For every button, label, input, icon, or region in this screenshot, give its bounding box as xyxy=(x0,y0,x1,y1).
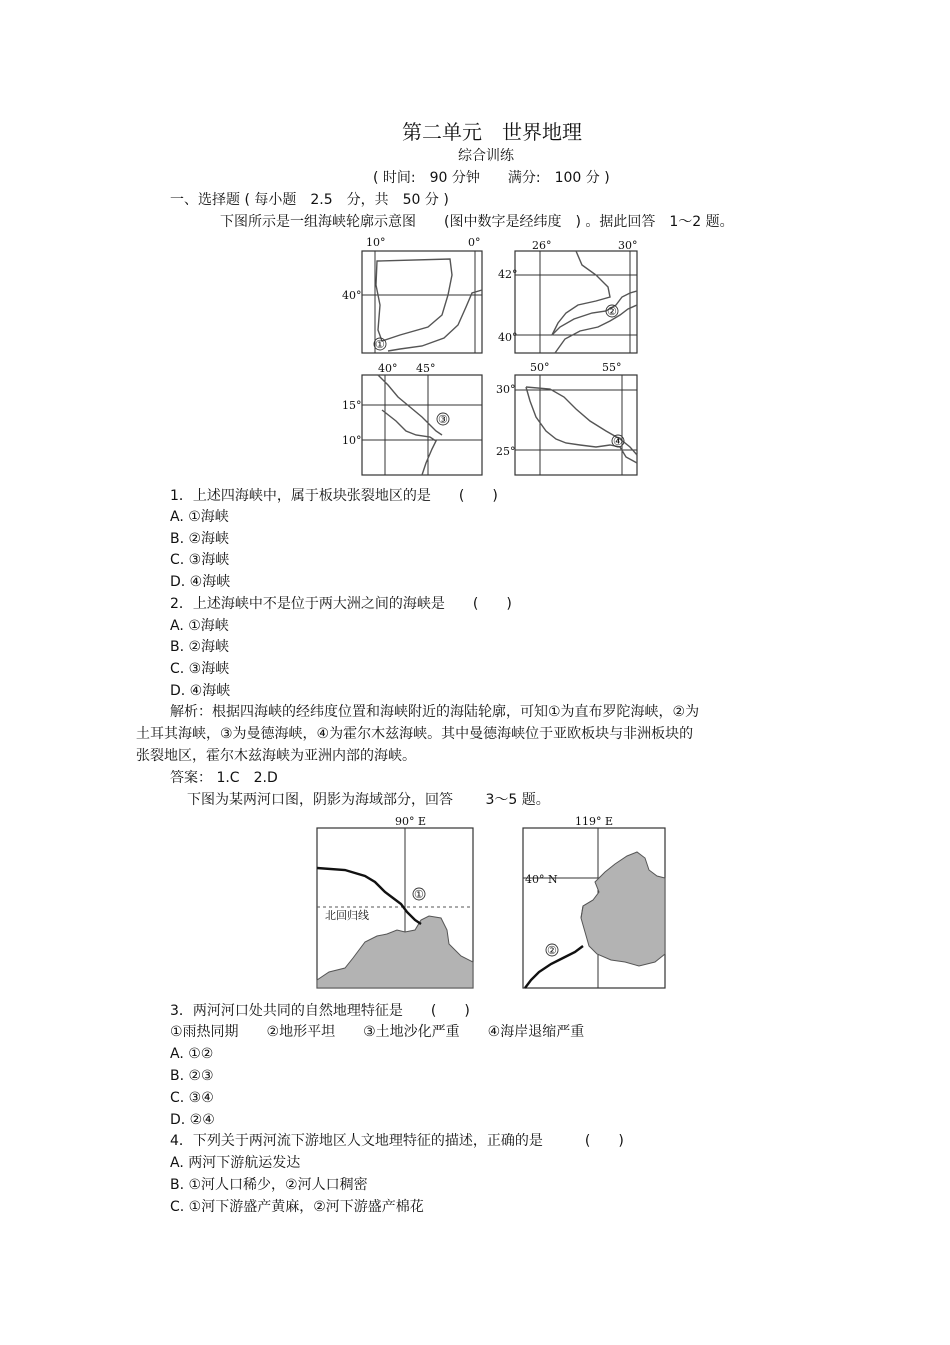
map3-lat-top: 15° xyxy=(342,399,362,412)
map1-lon-left: 10° xyxy=(366,236,386,249)
q2-option-d: D. ④海峡 xyxy=(170,683,231,699)
page-subtitle: 综合训练 xyxy=(458,148,514,164)
q4-option-a: A. 两河下游航运发达 xyxy=(170,1155,301,1171)
map2-mark: ② xyxy=(607,305,617,318)
right-map-lon: 119° E xyxy=(575,815,614,828)
section2-intro: 下图为某两河口图，阴影为海域部分，回答 3～5 题。 xyxy=(187,792,550,808)
q3-option-a: A. ①② xyxy=(170,1046,214,1062)
q3-stem: 3．两河河口处共同的自然地理特征是 ( ) xyxy=(170,1003,470,1019)
river-maps-figure xyxy=(315,812,670,992)
q3-choices: ①雨热同期 ②地形平坦 ③土地沙化严重 ④海岸退缩严重 xyxy=(170,1024,585,1040)
q2-stem: 2．上述海峡中不是位于两大洲之间的海峡是 ( ) xyxy=(170,596,512,612)
map2-lon-right: 30° xyxy=(618,239,638,252)
strait-maps-figure xyxy=(340,235,645,480)
map3-lat-bottom: 10° xyxy=(342,434,362,447)
q4-option-b: B. ①河人口稀少，②河人口稠密 xyxy=(170,1177,368,1193)
left-map-mark: ① xyxy=(414,888,424,901)
tropic-label: 北回归线 xyxy=(325,909,369,922)
q1-option-c: C. ③海峡 xyxy=(170,552,230,568)
section-intro: 下图所示是一组海峡轮廓示意图 (图中数字是经纬度 ) 。据此回答 1～2 题。 xyxy=(220,214,734,230)
left-map-lon: 90° E xyxy=(395,815,427,828)
q1-stem: 1．上述四海峡中，属于板块张裂地区的是 ( ) xyxy=(170,488,498,504)
map4-lon-left: 50° xyxy=(530,361,550,374)
map3-lon-left: 40° xyxy=(378,362,398,375)
q2-option-c: C. ③海峡 xyxy=(170,661,230,677)
strait-map-4 xyxy=(496,361,637,475)
q3-option-b: B. ②③ xyxy=(170,1068,214,1084)
right-map-mark: ② xyxy=(547,944,557,957)
q2-option-b: B. ②海峡 xyxy=(170,639,230,655)
strait-map-2 xyxy=(498,239,638,353)
analysis-line-1: 解析：根据四海峡的经纬度位置和海峡附近的海陆轮廓，可知①为直布罗陀海峡，②为 xyxy=(170,704,700,720)
answer-line: 答案： 1.C 2.D xyxy=(170,770,278,786)
strait-map-1 xyxy=(342,236,482,353)
map4-lat-top: 30° xyxy=(496,383,516,396)
strait-map-3 xyxy=(342,362,482,475)
q1-option-b: B. ②海峡 xyxy=(170,531,230,547)
map4-lat-bottom: 25° xyxy=(496,445,516,458)
map3-mark: ③ xyxy=(438,413,448,426)
map1-mark: ① xyxy=(375,338,385,351)
map4-lon-right: 55° xyxy=(602,361,622,374)
q1-option-d: D. ④海峡 xyxy=(170,574,231,590)
map2-lat-bottom: 40° xyxy=(498,331,518,344)
q3-option-c: C. ③④ xyxy=(170,1090,214,1106)
map1-lon-right: 0° xyxy=(468,236,481,249)
analysis-line-3: 张裂地区，霍尔木兹海峡为亚洲内部的海峡。 xyxy=(136,748,416,764)
q4-option-c: C. ①河下游盛产黄麻，②河下游盛产棉花 xyxy=(170,1199,424,1215)
section-heading: 一、选择题 ( 每小题 2.5 分，共 50 分 ) xyxy=(170,192,449,208)
map1-lat: 40° xyxy=(342,289,362,302)
map2-lon-left: 26° xyxy=(532,239,552,252)
river-map-left xyxy=(317,815,473,988)
exam-meta: ( 时间: 90 分钟 满分: 100 分 ) xyxy=(373,170,610,186)
q1-option-a: A. ①海峡 xyxy=(170,509,229,525)
page-title: 第二单元 世界地理 xyxy=(402,120,582,144)
map2-lat-top: 42° xyxy=(498,268,518,281)
q2-option-a: A. ①海峡 xyxy=(170,618,229,634)
map3-lon-right: 45° xyxy=(416,362,436,375)
q3-option-d: D. ②④ xyxy=(170,1112,215,1128)
river-map-right xyxy=(523,815,665,988)
map4-mark: ④ xyxy=(613,435,623,448)
right-map-lat: 40° N xyxy=(525,873,558,886)
analysis-line-2: 土耳其海峡，③为曼德海峡，④为霍尔木兹海峡。其中曼德海峡位于亚欧板块与非洲板块的 xyxy=(136,726,694,742)
q4-stem: 4．下列关于两河流下游地区人文地理特征的描述，正确的是 ( ) xyxy=(170,1133,624,1149)
